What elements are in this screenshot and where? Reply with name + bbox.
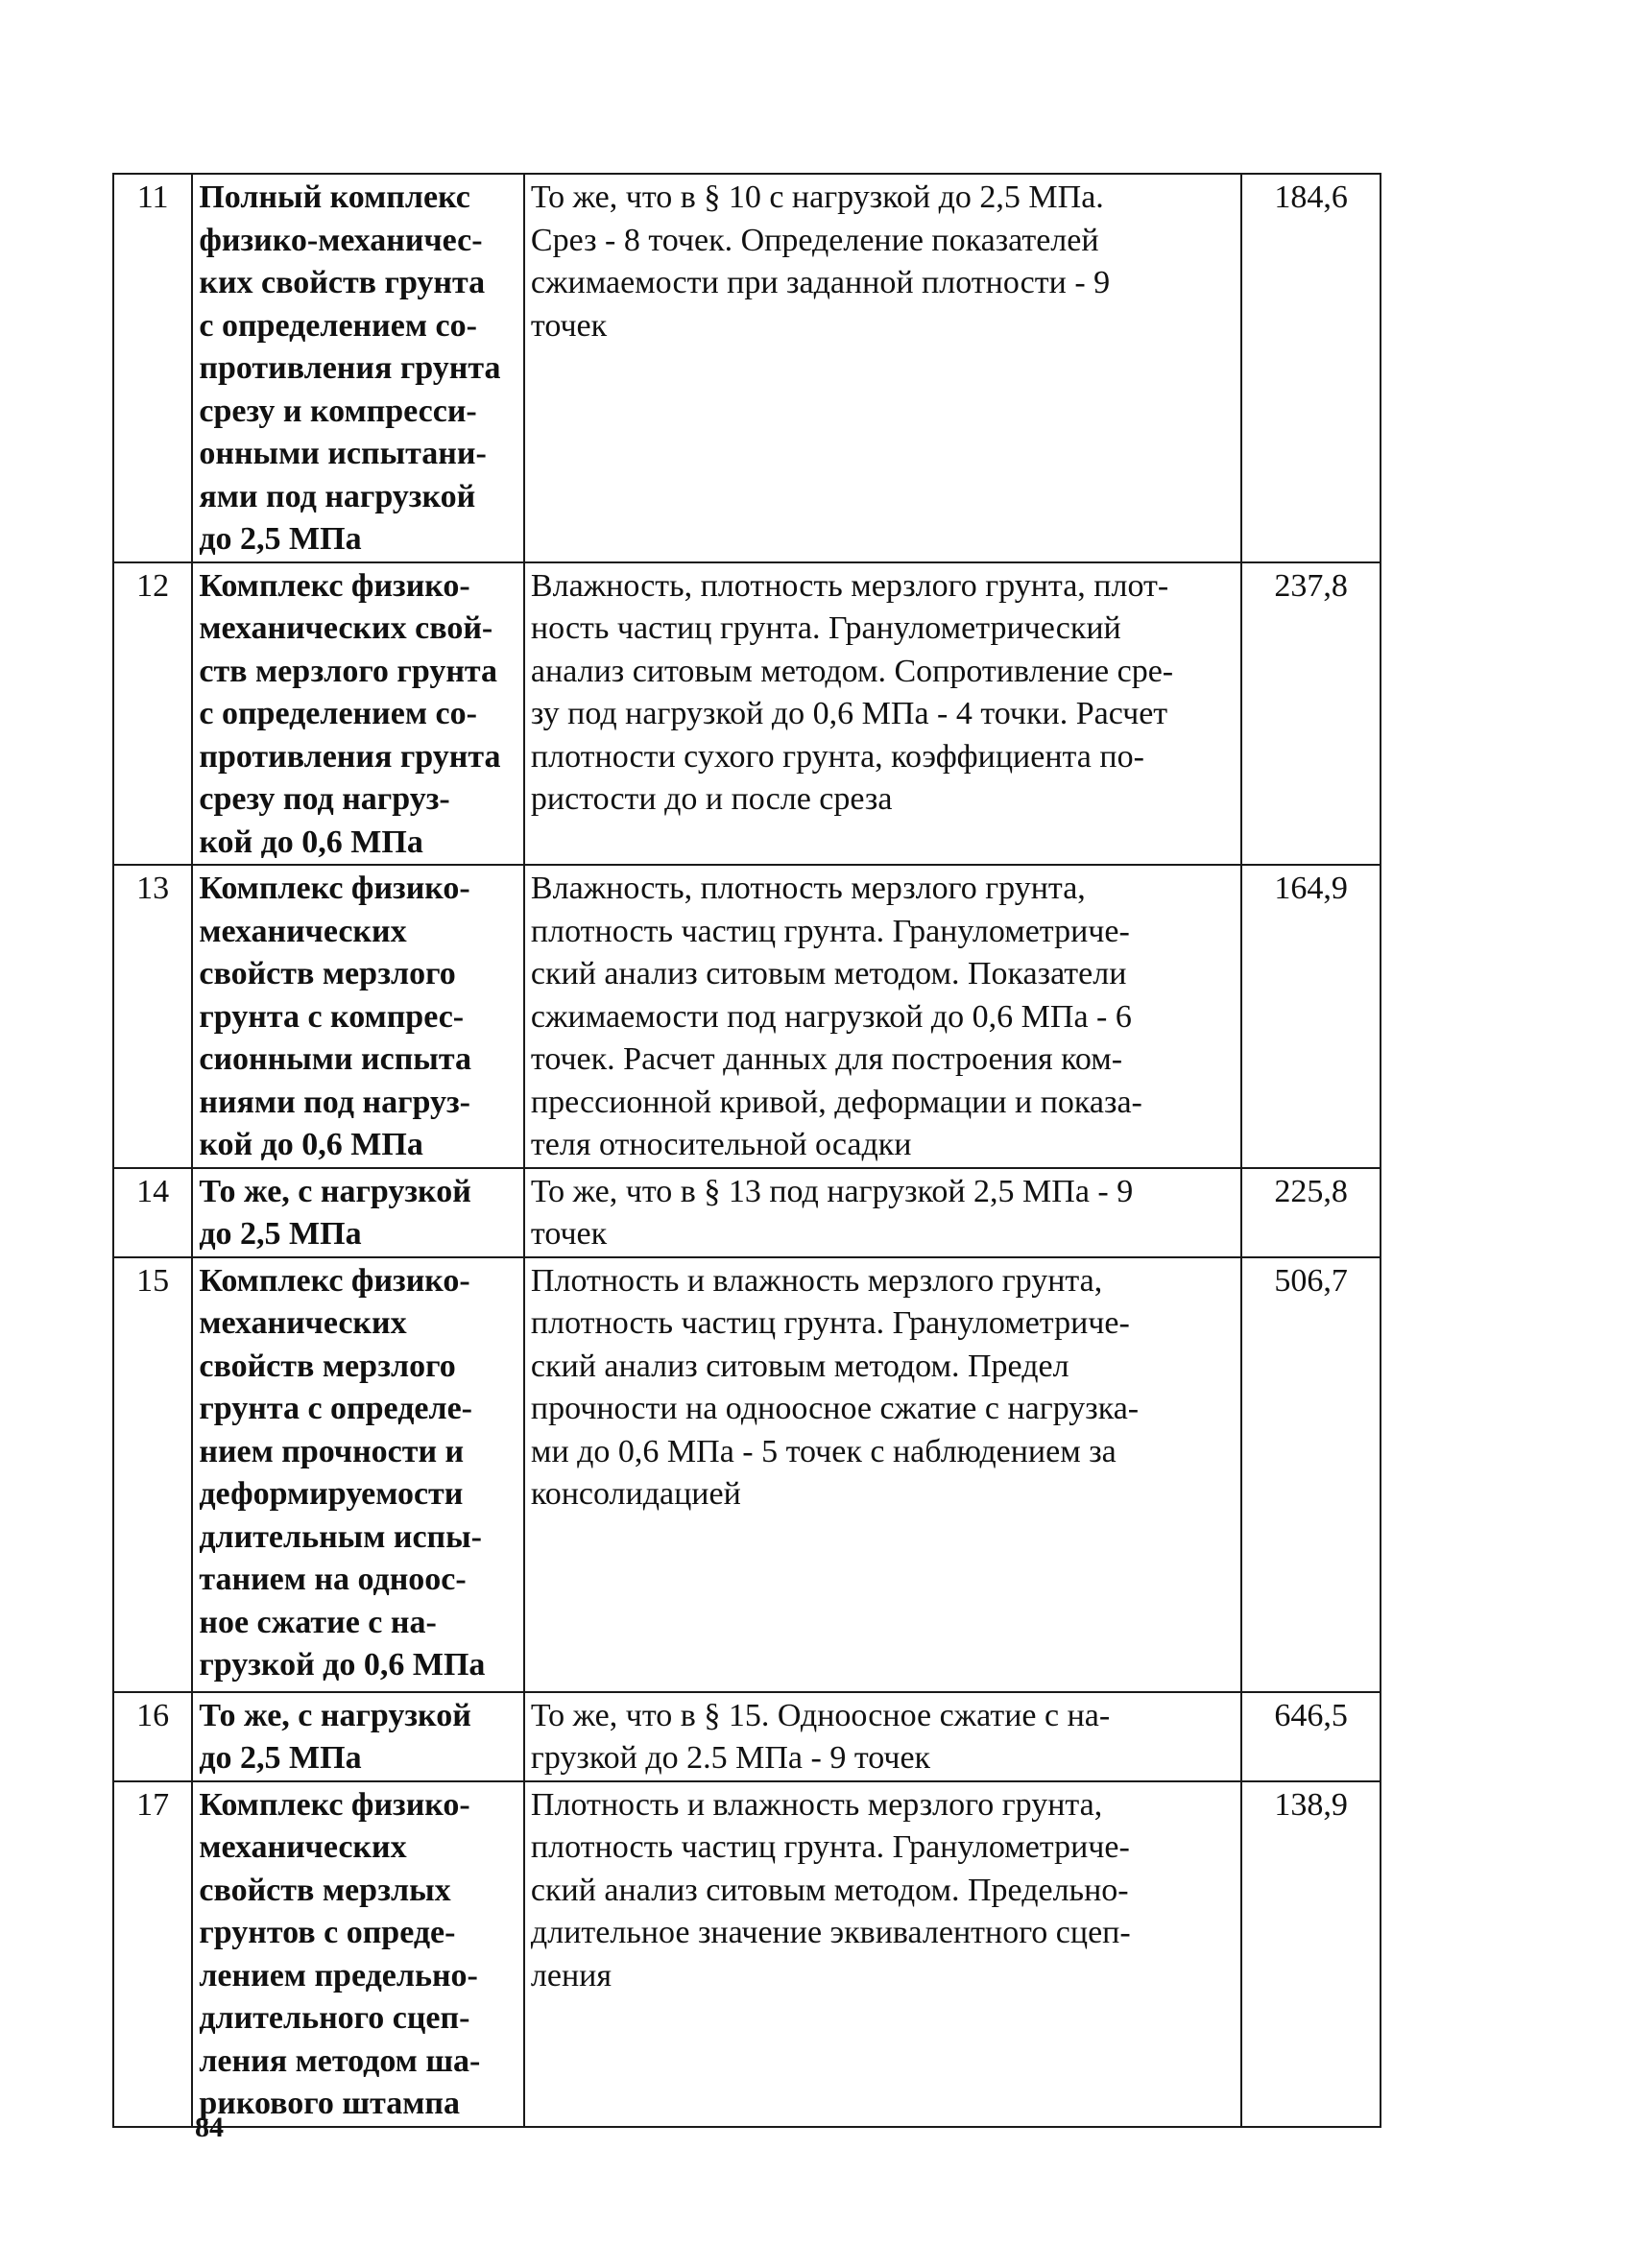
work-description-line: консолидацией	[530, 1476, 741, 1512]
work-name-line: противления грунта	[199, 350, 501, 386]
work-description-line: точек. Расчет данных для построения ком-	[530, 1041, 1123, 1077]
work-description-line: То же, что в § 13 под нагрузкой 2,5 МПа - 9	[530, 1173, 1134, 1209]
work-name-line: ств мерзлого грунта	[199, 653, 498, 689]
work-description-line: точек	[530, 307, 608, 344]
table-row	[113, 562, 1381, 866]
work-description-line: То же, что в § 10 с нагрузкой до 2,5 МПа.	[530, 179, 1104, 215]
work-name-line: ких свойств грунта	[199, 265, 486, 300]
work-description-line: ность частиц грунта. Гранулометрический	[530, 610, 1121, 646]
work-name-line: То же, с нагрузкой	[199, 1697, 471, 1733]
work-name-line: срезу и компресси-	[199, 393, 477, 429]
price-value: 225,8	[1241, 1168, 1381, 1257]
work-name-cell	[192, 1781, 524, 2127]
price-value: 164,9	[1241, 865, 1381, 1168]
work-name-cell	[192, 1692, 524, 1781]
work-name-line: деформируемости	[199, 1476, 464, 1512]
work-name-line: ями под нагрузкой	[199, 478, 476, 514]
work-description-line: ления	[530, 1957, 612, 1993]
work-name-line: длительного сцеп-	[199, 2000, 470, 2036]
work-name-line: То же, с нагрузкой	[199, 1173, 471, 1209]
work-description-cell	[524, 865, 1241, 1168]
table-row	[113, 1168, 1381, 1257]
price-value: 138,9	[1241, 1781, 1381, 2127]
work-name-cell	[192, 1257, 524, 1692]
work-description-cell	[524, 1168, 1241, 1257]
row-number: 13	[113, 865, 192, 1168]
work-name-line: с определением со-	[199, 696, 477, 731]
work-name-line: механических	[199, 913, 407, 949]
work-description-line: Срез - 8 точек. Определение показателей	[530, 222, 1099, 258]
work-name-line: механических свой-	[199, 610, 493, 646]
work-description-line: ми до 0,6 МПа - 5 точек с наблюдением за	[530, 1433, 1117, 1469]
work-name-line: до 2,5 МПа	[199, 1216, 362, 1252]
work-description-line: ский анализ ситовым методом. Показатели	[530, 956, 1127, 991]
work-name-line: ниями под нагруз-	[199, 1084, 470, 1120]
work-description-line: плотность частиц грунта. Гранулометриче-	[530, 1829, 1130, 1865]
work-description-cell	[524, 1781, 1241, 2127]
work-description-line: точек	[530, 1216, 608, 1252]
price-value: 506,7	[1241, 1257, 1381, 1692]
page-number: 84	[195, 2112, 224, 2143]
work-description-line: плотность частиц грунта. Гранулометриче-	[530, 913, 1130, 949]
table-body	[113, 174, 1381, 2127]
price-value: 646,5	[1241, 1692, 1381, 1781]
work-description-line: плотность частиц грунта. Гранулометриче-	[530, 1305, 1130, 1341]
price-value: 184,6	[1241, 174, 1381, 562]
work-description-line: длительное значение эквивалентного сцеп-	[530, 1915, 1131, 1950]
work-name-cell	[192, 174, 524, 562]
work-name-line: сионными испыта	[199, 1041, 471, 1077]
work-name-line: Комплекс физико-	[199, 567, 470, 604]
row-number: 16	[113, 1692, 192, 1781]
work-description-line: зу под нагрузкой до 0,6 МПа - 4 точки. Расчет	[530, 696, 1168, 731]
work-description-line: ский анализ ситовым методом. Предел	[530, 1348, 1069, 1384]
work-description-cell	[524, 1692, 1241, 1781]
work-description-line: сжимаемости под нагрузкой до 0,6 МПа - 6	[530, 998, 1132, 1035]
work-description-cell	[524, 562, 1241, 866]
work-name-line: Комплекс физико-	[199, 1262, 470, 1299]
work-name-line: ления методом ша-	[199, 2042, 481, 2079]
table-row	[113, 1257, 1381, 1692]
work-name-line: срезу под нагруз-	[199, 781, 450, 817]
work-name-line: с определением со-	[199, 307, 477, 344]
work-description-line: прессионной кривой, деформации и показа-	[530, 1084, 1142, 1120]
work-name-line: грузкой до 0,6 МПа	[199, 1647, 486, 1683]
work-name-line: грунта с определе-	[199, 1391, 472, 1426]
work-name-line: ное сжатие с на-	[199, 1604, 437, 1640]
work-name-cell	[192, 562, 524, 866]
work-description-line: анализ ситовым методом. Сопротивление сре-	[530, 653, 1174, 689]
work-name-line: Полный комплекс	[199, 179, 470, 215]
work-description-line: То же, что в § 15. Одноосное сжатие с на-	[530, 1697, 1111, 1733]
work-name-line: Комплекс физико-	[199, 1786, 470, 1823]
work-description-line: грузкой до 2.5 МПа - 9 точек	[530, 1740, 931, 1776]
table-row	[113, 865, 1381, 1168]
work-name-line: механических	[199, 1829, 407, 1865]
work-name-line: онными испытани-	[199, 436, 487, 471]
price-table	[112, 173, 1381, 2128]
work-name-line: физико-механичес-	[199, 222, 483, 258]
work-name-line: механических	[199, 1305, 407, 1341]
row-number: 15	[113, 1257, 192, 1692]
table-row	[113, 1781, 1381, 2127]
table-row	[113, 174, 1381, 562]
work-name-line: танием на одноос-	[199, 1562, 467, 1597]
work-name-line: грунтов с опреде-	[199, 1915, 456, 1950]
work-name-line: грунта с компрес-	[199, 998, 465, 1035]
work-name-cell	[192, 1168, 524, 1257]
work-description-line: Плотность и влажность мерзлого грунта,	[530, 1786, 1103, 1823]
work-name-line: до 2,5 МПа	[199, 1740, 362, 1776]
row-number: 17	[113, 1781, 192, 2127]
work-description-line: плотности сухого грунта, коэффициента по-	[530, 738, 1144, 775]
work-description-line: Влажность, плотность мерзлого грунта,	[530, 871, 1086, 906]
work-name-line: свойств мерзлого	[199, 956, 456, 991]
work-description-cell	[524, 174, 1241, 562]
work-name-line: нием прочности и	[199, 1433, 465, 1469]
work-name-cell	[192, 865, 524, 1168]
row-number: 11	[113, 174, 192, 562]
work-description-line: Влажность, плотность мерзлого грунта, плот-	[530, 567, 1169, 604]
row-number: 14	[113, 1168, 192, 1257]
work-name-line: кой до 0,6 МПа	[199, 824, 423, 860]
work-name-line: рикового штампа	[199, 2086, 460, 2121]
work-name-line: свойств мерзлого	[199, 1348, 456, 1384]
price-value: 237,8	[1241, 562, 1381, 866]
work-name-line: свойств мерзлых	[199, 1872, 451, 1908]
work-name-line: Комплекс физико-	[199, 871, 470, 906]
work-name-line: кой до 0,6 МПа	[199, 1127, 423, 1162]
work-name-line: лением предельно-	[199, 1957, 478, 1993]
work-description-line: ский анализ ситовым методом. Предельно-	[530, 1872, 1129, 1908]
row-number: 12	[113, 562, 192, 866]
work-description-line: Плотность и влажность мерзлого грунта,	[530, 1262, 1103, 1299]
work-description-line: сжимаемости при заданной плотности - 9	[530, 265, 1111, 300]
work-name-line: до 2,5 МПа	[199, 521, 362, 557]
table-row	[113, 1692, 1381, 1781]
work-name-line: противления грунта	[199, 738, 501, 775]
work-name-line: длительным испы-	[199, 1518, 483, 1555]
work-description-line: прочности на одноосное сжатие с нагрузка-	[530, 1391, 1140, 1426]
work-description-line: теля относительной осадки	[530, 1127, 912, 1162]
work-description-cell	[524, 1257, 1241, 1692]
work-description-line: ристости до и после среза	[530, 781, 893, 817]
